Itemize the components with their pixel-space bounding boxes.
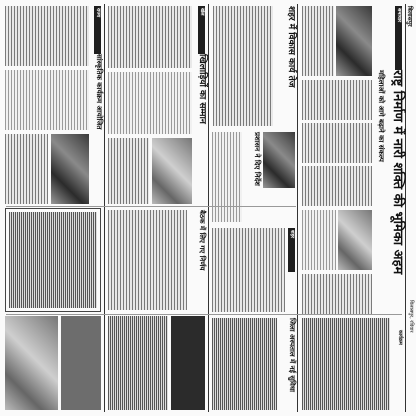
story-4-headline: खिलाड़ियों का सम्मान: [197, 54, 207, 124]
story-1-headline: शहर में विकास कार्य तेज: [286, 6, 296, 88]
story-5-photo: [152, 138, 192, 204]
story-2-headline: प्रशासन ने दिए निर्देश: [253, 132, 261, 186]
story-3-headline: जिला अस्पताल में नई सुविधा: [288, 318, 296, 392]
story-2-photo: [263, 132, 295, 188]
story-1-text: [213, 6, 273, 126]
bottom-text-1: [5, 6, 89, 66]
story-5-headline: बैठक में लिए गए निर्णय: [198, 210, 206, 271]
lead-text-col-4: [302, 210, 336, 270]
bottom-photo-1: [51, 134, 89, 204]
section-rule-2: [208, 4, 209, 412]
section-label-city: शहर: [288, 228, 295, 272]
lead-text-under-photo: [302, 6, 334, 76]
sidebar-text-1: [302, 274, 372, 314]
story-6-text: [108, 210, 187, 310]
date-line: बिलासपुर, रविवार: [408, 300, 414, 333]
masthead-rule: [405, 4, 406, 412]
story-5-text-a: [108, 6, 192, 68]
masthead: बिलासपुर: [406, 6, 413, 27]
lead-text-col-1: [302, 80, 372, 120]
lead-photo-2: [338, 210, 372, 270]
story-5-text-b: [108, 72, 192, 134]
story-7-text: [108, 316, 168, 410]
sidebar-text-2: [302, 318, 390, 410]
lead-text-col-2: [302, 123, 372, 163]
section-rule-1: [297, 4, 298, 412]
bottom-text-2: [5, 70, 89, 130]
lead-kicker: कार्यक्रम: [397, 330, 403, 345]
story-2-text: [212, 132, 242, 222]
story-4-text: [212, 318, 277, 410]
section-label-sports: खेल: [198, 6, 205, 54]
lead-headline: राष्ट्र निर्माण में नारी शक्ति की भूमिका अहम: [390, 70, 405, 275]
column-rule-a: [6, 206, 296, 207]
column-rule-b: [6, 314, 402, 315]
story-6-headline: सांस्कृतिक कार्यक्रम आयोजित: [95, 54, 103, 130]
story-3-text: [212, 228, 285, 312]
ad-block-2: [61, 316, 101, 410]
ad-block-1: [171, 316, 205, 410]
section-label-state: राज्य: [94, 6, 101, 54]
bottom-text-3: [5, 134, 48, 204]
story-5-text-c: [108, 138, 149, 204]
lead-text-col-3: [302, 166, 372, 206]
section-rule-3: [104, 4, 105, 412]
section-label-lead: समाचार: [395, 6, 402, 70]
bottom-boxed-story: [5, 208, 101, 312]
bottom-photo-2: [5, 316, 58, 410]
lead-photo: [336, 6, 372, 76]
lead-subhead: महिलाओं को आगे बढ़ाने का संकल्प: [377, 70, 385, 162]
boxed-story-text: [9, 212, 97, 308]
